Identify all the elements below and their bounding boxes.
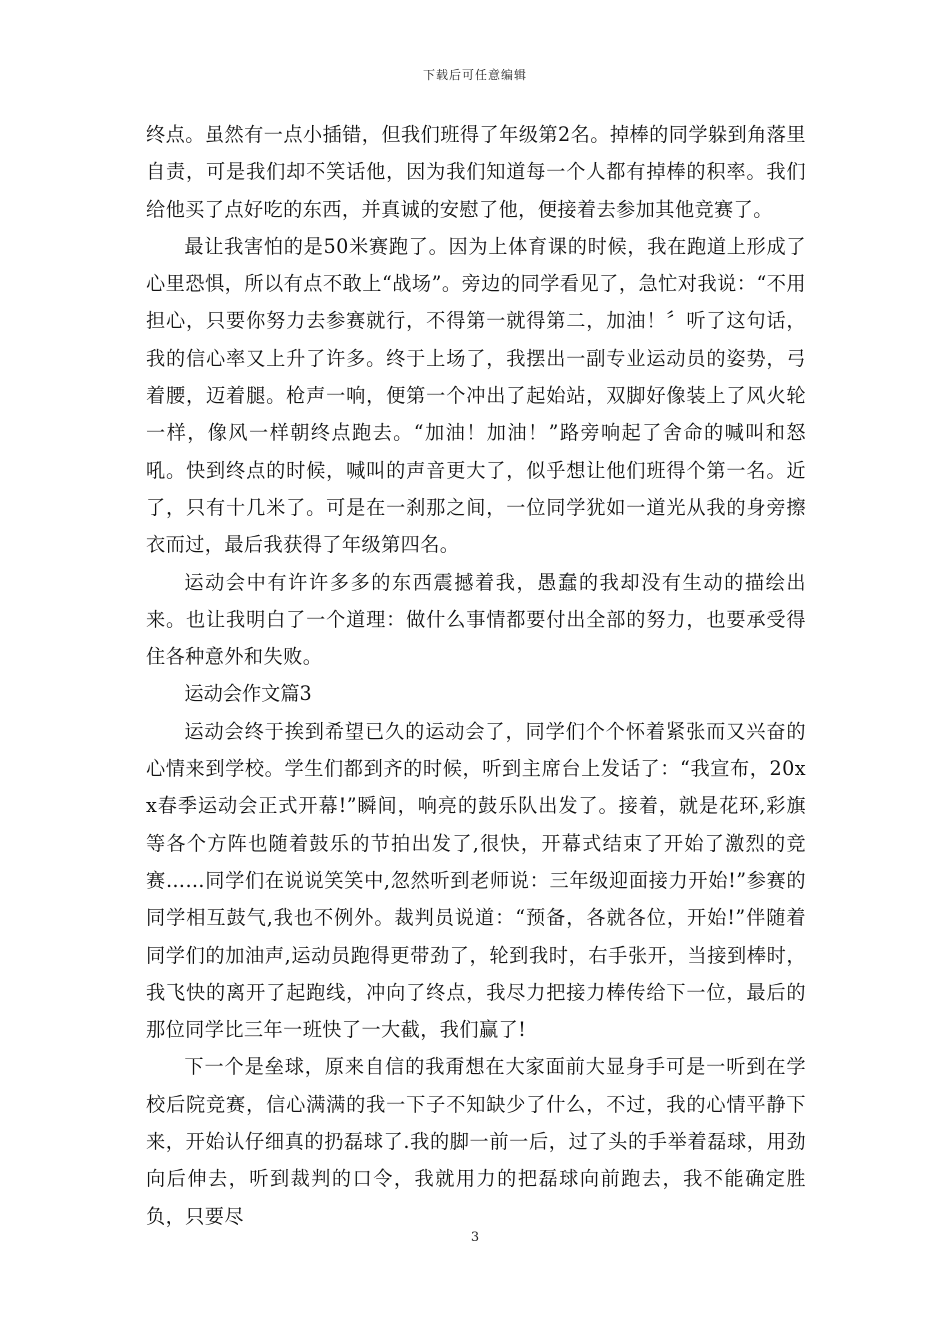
paragraph-lesson: 运动会中有许许多多的东西震撼着我，愚蠢的我却没有生动的描绘出来。也让我明白了一个道理：做什么事情都要付出全部的努力，也要承受得住各种意外和失败。: [146, 570, 806, 669]
paragraph-softball: 下一个是垒球，原来自信的我甭想在大家面前大显身手可是一听到在学校后院竞赛，信心满满的我一下子不知缺少了什么，不过，我的心情平静下来，开始认仔细真的扔磊球了.我的脚一前一后，过了头的手举着磊球，用劲向后伸去，听到裁判的口令，我就用力的把磊球向前跑去，我不能确定胜负，只要尽: [146, 1055, 806, 1228]
essay-heading: 运动会作文篇3: [184, 682, 312, 706]
paragraph-continued: 终点。虽然有一点小插错，但我们班得了年级第2名。掉棒的同学躲到角落里自责，可是我们却不笑话他，因为我们知道每一个人都有掉棒的积率。我们给他买了点好吃的东西，并真诚的安慰了他，便接着去参加其他竞赛了。: [146, 123, 806, 221]
page-number: 3: [470, 1230, 480, 1245]
paragraph-50m-race: 最让我害怕的是50米赛跑了。因为上体育课的时候，我在跑道上形成了心里恐惧，所以有点不敢上“战场”。旁边的同学看见了，急忙对我说：“不用担心，只要你努力去参赛就行，不得第一就得第二，加油！〞听了这句话，我的信心率又上升了许多。终于上场了，我摆出一副专业运动员的姿势，弓着腰，迈着腿。枪声一响，便第一个冲出了起始站，双脚好像装上了风火轮一样，像风一样朝终点跑去。“加油！加油！”路旁响起了舍命的喊叫和怒吼。快到终点的时候，喊叫的声音更大了，似乎想让他们班得个第一名。近了，只有十几米了。可是在一刹那之间，一位同学犹如一道光从我的身旁擦衣而过，最后我获得了年级第四名。: [146, 234, 806, 557]
page-header: 下载后可任意编辑: [422, 68, 527, 82]
document-body: [146, 116, 806, 1235]
paragraph-relay: 运动会终于挨到希望已久的运动会了，同学们个个怀着紧张而又兴奋的心情来到学校。学生们都到齐的时候，听到主席台上发话了：“我宣布，20xx春季运动会正式开幕!”瞬间，响亮的鼓乐队出发了。接着，就是花环,彩旗等各个方阵也随着鼓乐的节拍出发了,很快，开幕式结束了开始了激烈的竞赛……同学们在说说笑笑中,忽然听到老师说：三年级迎面接力开始!”参赛的同学相互鼓气,我也不例外。裁判员说道：“预备，各就各位，开始!”伴随着同学们的加油声,运动员跑得更带劲了，轮到我时，右手张开，当接到棒时，我飞快的离开了起跑线，冲向了终点，我尽力把接力棒传给下一位，最后的那位同学比三年一班快了一大截，我们赢了!: [146, 719, 806, 1042]
